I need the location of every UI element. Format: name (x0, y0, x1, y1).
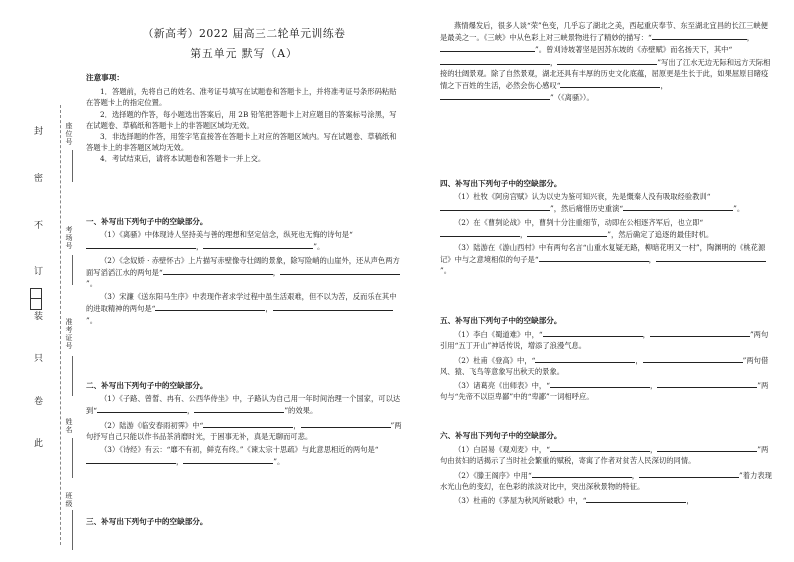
name-line (72, 438, 73, 478)
passage-mid: ”。曾刈诗坡著坚是因苏东坡的《赤壁赋》而名扬天下，其中“ (535, 45, 733, 55)
answer-blank[interactable] (440, 56, 550, 65)
question-suffix: ”两句与“先帝不以臣卑鄙”中的“卑鄙”一词相呼应。 (440, 381, 769, 402)
question-mid: ， (635, 355, 643, 365)
binding-square (30, 298, 42, 310)
answer-blank[interactable] (440, 202, 550, 211)
answer-blank[interactable] (155, 302, 265, 311)
answer-blank[interactable] (656, 253, 766, 262)
question-mid: ， (648, 255, 656, 265)
section-2 (86, 380, 402, 467)
answer-blank[interactable] (543, 328, 643, 337)
question-suffix: ”，然后确定了追逐的最佳时机。 (607, 229, 714, 239)
passage-mid: ”写出了江水无边无际和远方天际相接的壮阔景观。除了自然景观，湖北还具有丰厚的历史文化底蕴，屈原更是生长于此，如果屈原目睹疫情之下百姓的生活，必然会伤心感叹“ (440, 57, 771, 91)
answer-blank[interactable] (440, 43, 535, 52)
answer-blank[interactable] (440, 228, 520, 237)
question-suffix: ”两句引用“五丁开山”神话传说，增添了浪漫气息。 (440, 330, 769, 351)
question-text (86, 419, 402, 442)
question-prompt: （1）《离骚》中体现诗人坚持美与善的理想和坚定信念，纵死也无悔的诗句是 (100, 230, 350, 240)
question-mid: ， (631, 470, 639, 480)
notice-item: 4．考试结束后，请将本试题卷和答题卡一并上交。 (100, 154, 266, 164)
answer-blank[interactable] (86, 240, 196, 249)
question-mid: ， (265, 304, 273, 314)
question-mid: ， (293, 420, 301, 430)
answer-blank[interactable] (301, 419, 391, 428)
question-text (440, 328, 775, 351)
question-text (86, 291, 402, 326)
question-prompt: （3）诸葛亮《出师表》中，“ (454, 381, 550, 391)
question-prompt: （3）陆游在《游山西村》中有两句名言“山重水复疑无路，柳暗花明又一村”，陶渊明的《桃花源记》中与之意境相似的句子是“ (440, 243, 766, 265)
question-mid: ， (176, 457, 184, 467)
page-subtitle: 第五单元 默写（A） (190, 47, 298, 60)
section-4 (440, 178, 775, 277)
question-prompt: （3）杜甫的《茅屋为秋风所破歌》中，“ (454, 496, 587, 506)
answer-blank[interactable] (203, 419, 293, 428)
notice-block (86, 72, 402, 165)
section-heading: 五、补写出下列句子中的空缺部分。 (440, 316, 562, 325)
seat-number-field: 座位号 (65, 122, 73, 146)
answer-blank[interactable] (273, 302, 393, 311)
question-suffix: ， (686, 496, 694, 506)
question-text: （1）《离骚》中体现诗人坚持美与善的理想和坚定信念，纵死也无悔的诗句是“， ”。 (86, 229, 402, 252)
passage-text: 燕情爆发后，很多人谈“荣”色变，几乎忘了湖北之美，西起重庆奉节、东至湖北宜昌的长江三峡便是最美之一。《三峡》中从色彩上对三峡景物进行了精妙的描写：“ ，”。曾刈诗坡著坚是因苏东坡的《赤壁赋》而名扬天下，其中“， ”写出了江水无边无际和远方天际相接的壮阔景观。除了自然景观，湖北还具有丰厚的历史文化底蕴，屈原更是生长于此，如果屈原目睹疫情之下百姓的生活，必然会伤心感叹“ ，”（《离骚》）。 (440, 21, 771, 103)
answer-blank[interactable] (183, 455, 273, 464)
question-suffix: 。 (317, 242, 325, 252)
answer-blank[interactable] (163, 266, 273, 275)
binding-dashed-line (60, 105, 61, 545)
admission-number-line (72, 356, 73, 396)
question-suffix: ”着力表现水光山色的变幻，在色彩的浓淡对比中，突出深秋景物的特征。 (440, 470, 772, 491)
answer-blank[interactable] (643, 354, 743, 363)
question-suffix: ”。 (440, 266, 452, 276)
binding-char: 封 (34, 127, 44, 137)
answer-blank[interactable] (535, 354, 635, 363)
binding-char: 只 (34, 354, 44, 364)
answer-blank[interactable] (203, 240, 313, 249)
answer-blank[interactable] (532, 469, 632, 478)
answer-blank[interactable] (586, 494, 686, 503)
question-prompt: （2）《滕王阁序》中用“ (454, 470, 532, 480)
section-heading: 二、补写出下列句子中的空缺部分。 (86, 381, 208, 390)
binding-margin (0, 0, 90, 562)
section-heading: 一、补写出下列句子中的空缺部分。 (86, 217, 208, 226)
section-1 (86, 216, 402, 326)
answer-blank[interactable] (527, 228, 607, 237)
question-text (440, 191, 775, 214)
question-prompt: （1）白居易《观刈麦》中，“ (454, 445, 550, 455)
question-prompt: （1）李白《蜀道难》中，“ (454, 330, 543, 340)
answer-blank[interactable] (652, 31, 747, 40)
question-text: （3）诸葛亮《出师表》中，“ ， ”两句与“先帝不以臣卑鄙”中的“卑鄙”一词相呼应。 (440, 381, 769, 402)
answer-blank[interactable] (560, 79, 660, 88)
question-text (440, 494, 775, 506)
question-suffix: ”。 (86, 279, 98, 289)
binding-char: 此 (34, 439, 44, 449)
answer-blank[interactable] (623, 202, 733, 211)
question-text (86, 444, 402, 467)
section-3-passage (440, 20, 775, 103)
class-field: 班级 (65, 492, 73, 508)
question-text (440, 217, 775, 240)
question-prompt: （1）《子路、曾皙、冉有、公西华侍坐》中，子路认为自己用一年时间治理一个国家，可以达到“ (86, 394, 401, 416)
answer-blank[interactable] (557, 56, 657, 65)
answer-blank[interactable] (550, 379, 650, 388)
seat-number-line (72, 150, 73, 182)
question-prompt: （1）杜牧《阿房宫赋》认为以史为鉴可知兴衰，先是慨秦人没有吸取经验教训“ (454, 192, 711, 202)
notice-item: 1．答题前，先将自己的姓名、准考证号填写在试题卷和答题卡上，并将准考证号条形码粘贴在答题卡上的指定位置。 (86, 87, 397, 108)
question-text (86, 255, 402, 290)
section-5 (440, 315, 775, 402)
question-text (440, 242, 775, 277)
question-suffix: ”。 (733, 204, 745, 214)
question-mid: ， (187, 406, 195, 416)
question-prompt: （3）《诗经》有云：“靡不有初，鲜克有终。”《谏太宗十思疏》与此意思相近的两句是“ (100, 445, 379, 455)
section-3 (86, 516, 402, 527)
question-suffix: ”两句由贫妇的话揭示了当时社会繁重的赋税，寄寓了作者对贫苦人民深切的同情。 (440, 445, 769, 466)
answer-blank[interactable] (639, 469, 739, 478)
question-suffix: ”两句抒写自己只能以作书品茶消磨时光，于困事无补，真是无聊而可悲。 (86, 420, 402, 441)
answer-blank[interactable] (97, 404, 187, 413)
question-prompt: （2）陆游《临安春雨初霁》中“ (100, 420, 204, 430)
exam-room-field: 考场号 (65, 226, 73, 250)
class-line (72, 510, 73, 550)
binding-char: 不 (34, 221, 44, 231)
question-prompt: （2）《念奴娇 · 赤壁怀古》上片描写赤壁像寺壮阔的景象，除写险峭的山崖外，还从声色两方面写滔滔江水的两句是“ (86, 255, 400, 277)
question-prompt: （2）杜甫《登高》中，“ (454, 355, 536, 365)
notice-item: 2．选择题的作答，每小题选出答案后，用 2B 铅笔把答题卡上对应题目的答案标号涂黑，写在试题卷、草稿纸和答题卡上的非答题区域均无效。 (86, 109, 397, 130)
answer-blank[interactable] (86, 455, 176, 464)
notice-heading: 注意事项： (86, 73, 124, 82)
question-text (440, 469, 775, 492)
question-mid: ”，然后痛惜历史重演“ (550, 204, 624, 214)
question-mid: ， (272, 267, 280, 277)
question-suffix: ”。 (86, 315, 98, 325)
passage-suffix: ”（《离骚》）。 (550, 93, 594, 103)
section-6 (440, 430, 775, 506)
answer-blank[interactable] (550, 443, 650, 452)
question-text (440, 354, 775, 377)
binding-char: 装 (34, 312, 44, 322)
admission-number-field: 准考证号 (65, 318, 73, 350)
section-heading: 三、补写出下列句子中的空缺部分。 (86, 517, 208, 526)
section-heading: 六、补写出下列句子中的空缺部分。 (440, 431, 562, 440)
exam-room-line (72, 255, 73, 285)
answer-blank[interactable] (280, 266, 400, 275)
question-mid: ， (520, 229, 528, 239)
section-heading: 四、补写出下列句子中的空缺部分。 (440, 179, 562, 188)
answer-blank[interactable] (657, 379, 757, 388)
passage-prompt: 燕情爆发后，很多人谈“荣”色变，几乎忘了湖北之美，西起重庆奉节、东至湖北宜昌的长江三峡便是最美之一。《三峡》中从色彩上对三峡景物进行了精妙的描写：“ (440, 21, 768, 43)
binding-char: 密 (34, 174, 44, 184)
answer-blank[interactable] (194, 404, 284, 413)
question-prompt: （3）宋濂《送东阳马生序》中表现作者求学过程中虽生活艰难，但不以为苦，反而乐在其中的进取精神的两句是“ (86, 292, 397, 314)
question-text (440, 443, 775, 466)
answer-blank[interactable] (650, 328, 750, 337)
question-suffix: ”两句借风、猿、飞鸟等意象写出秋天的景象。 (440, 355, 769, 376)
question-suffix: ”的效果。 (284, 406, 318, 416)
question-mid: ， (649, 445, 658, 455)
question-mid: ， (642, 330, 650, 340)
answer-blank[interactable] (539, 253, 649, 262)
question-prompt: （2）在《曹刿论战》中，曹刿十分注重细节，动即在公相逐齐军后，也立即“ (454, 217, 704, 227)
name-field: 姓名 (65, 418, 73, 434)
page-title: （新高考）2022 届高三二轮单元训练卷 (142, 27, 346, 40)
notice-item: 3．非选择题的作答，用签字笔直接答在答题卡上对应的答题区域内。写在试题卷、草稿纸和答题卡上的非答题区域均无效。 (86, 132, 397, 153)
binding-char: 订 (34, 267, 44, 277)
answer-blank[interactable] (657, 443, 757, 452)
question-text (86, 393, 402, 416)
answer-blank[interactable] (440, 91, 550, 100)
binding-char: 卷 (34, 397, 44, 407)
question-suffix: ”。 (273, 457, 285, 467)
